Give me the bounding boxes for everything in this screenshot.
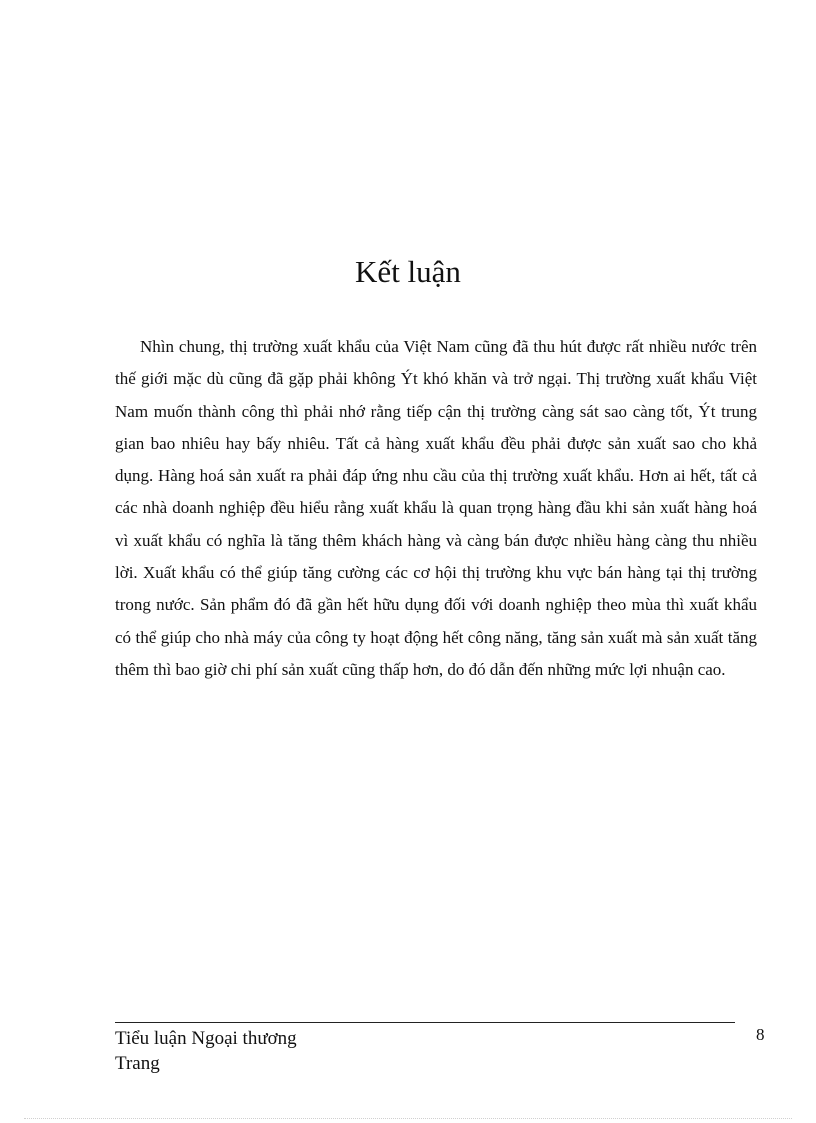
page-bottom-edge — [24, 1118, 792, 1119]
footer-title: Tiểu luận Ngoại thương — [115, 1028, 297, 1049]
page-title: Kết luận — [355, 254, 461, 289]
footer-trang-label: Trang — [115, 1053, 160, 1074]
footer-rule — [115, 1022, 735, 1023]
page-number: 8 — [756, 1025, 765, 1044]
conclusion-paragraph: Nhìn chung, thị trường xuất khẩu của Việt Nam cũng đã thu hút được rất nhiều nước trên thế giới mặc dù cũng đã gặp phải không Ýt khó khăn và trở ngại. Thị trường xuất khẩu Việt Nam muốn thành công thì phải nhớ rằng tiếp cận thị trường càng sát sao càng tốt, Ýt trung gian bao nhiêu hay bấy nhiêu. Tất cả hàng xuất khẩu đều phải được sản xuất sao cho khả dụng. Hàng hoá sản xuất ra phải đáp ứng nhu cầu của thị trường xuất khẩu. Hơn ai hết, tất cả các nhà doanh nghiệp đều hiểu rằng xuất khẩu là quan trọng hàng đầu khi sản xuất hàng hoá vì xuất khẩu có nghĩa là tăng thêm khách hàng và càng bán được nhiều hàng càng thu nhiều lời. Xuất khẩu có thể giúp tăng cường các cơ hội thị trường khu vực bán hàng tại thị trường trong nước. Sản phẩm đó đã gần hết hữu dụng đối với doanh nghiệp theo mùa thì xuất khẩu có thể giúp cho nhà máy của công ty hoạt động hết công năng, tăng sản xuất mà sản xuất tăng thêm thì bao giờ chi phí sản xuất cũng thấp hơn, do đó dẫn đến những mức lợi nhuận cao. — [115, 337, 757, 679]
body-text — [115, 331, 757, 686]
